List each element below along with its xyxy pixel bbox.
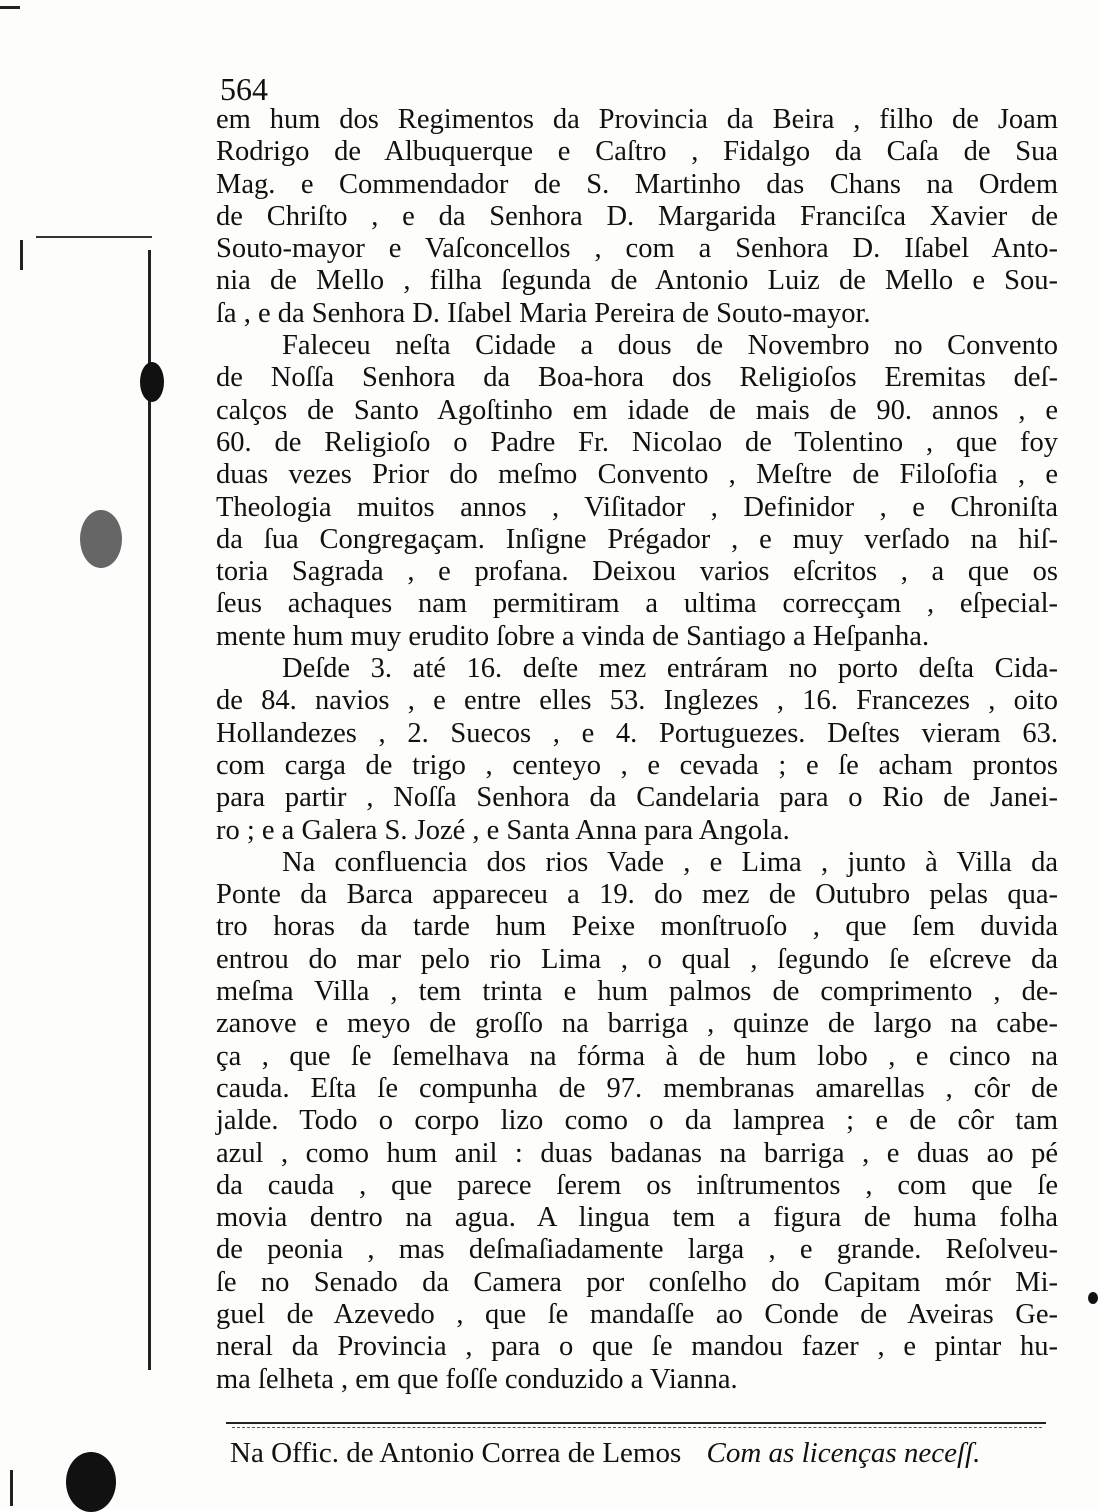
edge-mark: [10, 1470, 13, 1506]
footer-rule-dashed: [232, 1427, 1042, 1428]
text-line: toria Sagrada , e profana. Deixou varios eſcritos , a que os: [216, 556, 1058, 588]
text-line: em hum dos Regimentos da Provincia da Beira , filho de Joam: [216, 104, 1058, 135]
ink-blot: [66, 1452, 116, 1512]
margin-mark: [36, 236, 152, 238]
text-line: de 84. navios , e entre elles 53. Inglezes , 16. Francezes , oito: [216, 685, 1058, 717]
edge-mark: [20, 240, 23, 270]
text-line: ma ſelheta , em que foſſe conduzido a Vianna.: [216, 1363, 738, 1395]
imprint: [230, 1436, 1060, 1470]
text-line: Faleceu neſta Cidade a dous de Novembro no Convento: [282, 330, 1058, 362]
text-line: com carga de trigo , centeyo , e cevada ; e ſe acham prontos: [216, 749, 1058, 781]
printer-credit: Na Offic. de Antonio Correa de Lemos: [230, 1437, 682, 1469]
text-line: Mag. e Commendador de S. Martinho das Chans na Ordem: [216, 168, 1058, 200]
body-text: [216, 104, 1058, 1396]
text-line: para partir , Noſſa Senhora da Candelaria para o Rio de Janei-: [216, 782, 1058, 814]
text-line: ro ; e a Galera S. Jozé , e Santa Anna para Angola.: [216, 814, 790, 846]
ink-blot: [140, 362, 164, 402]
text-line: meſma Villa , tem trinta e hum palmos de comprimento , de-: [216, 976, 1058, 1008]
margin-rule: [148, 250, 151, 1370]
text-line: Souto-mayor e Vaſconcellos , com a Senhora D. Iſabel Anto-: [216, 233, 1058, 265]
text-line: de Noſſa Senhora da Boa-hora dos Religioſos Eremitas deſ-: [216, 362, 1058, 394]
edge-mark: [0, 6, 20, 9]
page-number: 564: [220, 71, 268, 107]
text-line: Rodrigo de Albuquerque e Caſtro , Fidalgo da Caſa de Sua: [216, 136, 1058, 168]
text-line: Na confluencia dos rios Vade , e Lima , junto à Villa da: [282, 846, 1058, 878]
text-line: calços de Santo Agoſtinho em idade de mais de 90. annos , e: [216, 394, 1058, 426]
text-line: da ſua Congregaçam. Inſigne Prégador , e muy verſado na hiſ-: [216, 523, 1058, 555]
ink-dot: [1088, 1292, 1098, 1304]
text-line: de peonia , mas deſmaſiadamente larga , e grande. Reſolveu-: [216, 1234, 1058, 1266]
text-line: jalde. Todo o corpo lizo como o da lamprea ; e de côr tam: [216, 1105, 1058, 1137]
footer-rule: [226, 1422, 1046, 1424]
text-line: Deſde 3. até 16. deſte mez entráram no porto deſta Cida-: [282, 653, 1058, 685]
text-line: Theologia muitos annos , Viſitador , Definidor , e Chroniſta: [216, 491, 1058, 523]
text-line: ça , que ſe ſemelhava na fórma à de hum lobo , e cinco na: [216, 1040, 1058, 1072]
text-line: Ponte da Barca appareceu a 19. do mez de Outubro pelas qua-: [216, 879, 1058, 911]
text-line: neral da Provincia , para o que ſe mandou fazer , e pintar hu-: [216, 1331, 1058, 1363]
text-line: de Chriſto , e da Senhora D. Margarida Franciſca Xavier de: [216, 200, 1058, 232]
text-line: mente hum muy erudito ſobre a vinda de Santiago a Heſpanha.: [216, 620, 930, 652]
license-note: Com as licenças neceſſ.: [706, 1437, 981, 1469]
ink-blot: [80, 510, 122, 568]
text-line: cauda. Eſta ſe compunha de 97. membranas amarellas , côr de: [216, 1072, 1058, 1104]
text-line: zanove e meyo de groſſo na barriga , quinze de largo na cabe-: [216, 1008, 1058, 1040]
text-line: entrou do mar pelo rio Lima , o qual , ſegundo ſe eſcreve da: [216, 943, 1058, 975]
text-line: azul , como hum anil : duas badanas na barriga , e duas ao pé: [216, 1137, 1058, 1169]
text-line: tro horas da tarde hum Peixe monſtruoſo , que ſem duvida: [216, 911, 1058, 943]
text-line: ſa , e da Senhora D. Iſabel Maria Pereira de Souto-mayor.: [216, 297, 871, 329]
text-line: guel de Azevedo , que ſe mandaſſe ao Conde de Aveiras Ge-: [216, 1298, 1058, 1330]
text-line: duas vezes Prior do meſmo Convento , Meſtre de Filoſofia , e: [216, 459, 1058, 491]
text-line: nia de Mello , filha ſegunda de Antonio Luiz de Mello e Sou-: [216, 265, 1058, 297]
text-line: ſe no Senado da Camera por conſelho do Capitam mór Mi-: [216, 1266, 1058, 1298]
text-line: ſeus achaques nam permitiram a ultima correcçam , eſpecial-: [216, 588, 1058, 620]
text-line: da cauda , que parece ſerem os inſtrumentos , com que ſe: [216, 1169, 1058, 1201]
text-line: movia dentro na agua. A lingua tem a figura de huma folha: [216, 1202, 1058, 1234]
text-line: 60. de Religioſo o Padre Fr. Nicolao de Tolentino , que foy: [216, 426, 1058, 458]
text-line: Hollandezes , 2. Suecos , e 4. Portuguezes. Deſtes vieram 63.: [216, 717, 1058, 749]
